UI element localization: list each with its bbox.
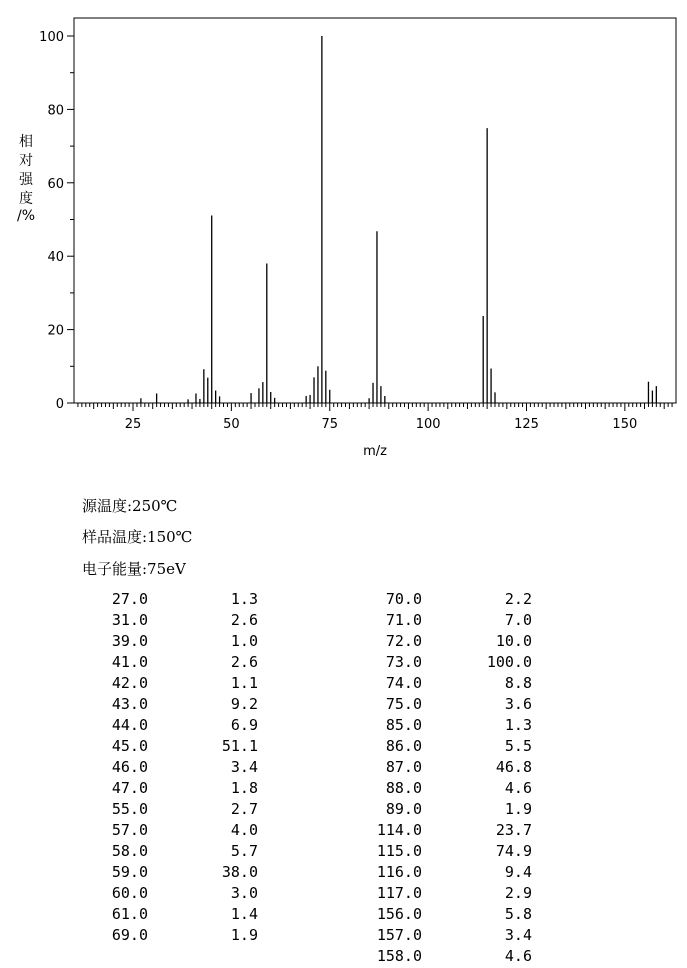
intensity-value: 2.6 [230,653,258,671]
mz-value: 156.0 [376,905,422,923]
intensity-value: 3.0 [230,884,258,902]
mz-value: 115.0 [376,842,422,860]
mz-value: 88.0 [385,779,422,797]
plot-frame [74,18,676,403]
intensity-value: 10.0 [495,632,532,650]
intensity-value: 1.4 [230,905,258,923]
intensity-value: 46.8 [495,758,532,776]
intensity-value: 100.0 [486,653,532,671]
mz-value: 89.0 [385,800,422,818]
intensity-value: 3.4 [230,758,258,776]
mz-value: 75.0 [385,695,422,713]
y-tick-label: 40 [47,250,64,266]
plot-area [17,18,676,459]
x-tick-label: 50 [223,417,240,432]
intensity-value: 9.2 [230,695,258,713]
mz-value: 158.0 [376,947,422,965]
x-tick-label: 150 [612,417,638,432]
x-axis-label: m/z [363,444,387,459]
intensity-value: 4.6 [504,947,532,965]
mz-value: 57.0 [111,821,148,839]
mz-value: 74.0 [385,674,422,692]
intensity-value: 7.0 [504,611,532,629]
intensity-value: 3.6 [504,695,532,713]
electron-energy-label: 电子能量:75eV [82,560,186,578]
mz-value: 87.0 [385,758,422,776]
x-tick-label: 100 [415,417,441,432]
intensity-value: 1.3 [230,590,258,608]
mz-value: 44.0 [111,716,148,734]
x-tick-label: 125 [514,417,539,432]
mz-value: 70.0 [385,590,422,608]
y-tick-label: 80 [47,103,64,119]
mz-value: 85.0 [385,716,422,734]
mz-value: 31.0 [111,611,148,629]
intensity-value: 5.7 [230,842,258,860]
x-tick-label: 25 [124,417,142,432]
y-tick-label: 100 [39,30,64,45]
mz-value: 55.0 [111,800,148,818]
intensity-value: 38.0 [221,863,258,881]
x-tick-label: 75 [321,417,339,432]
intensity-value: 1.3 [504,716,532,734]
mz-value: 60.0 [111,884,148,902]
intensity-value: 74.9 [495,842,532,860]
intensity-value: 23.7 [495,821,532,839]
intensity-value: 2.2 [504,590,532,608]
intensity-value: 1.1 [230,674,258,692]
mz-value: 117.0 [376,884,422,902]
sample-temperature-label: 样品温度:150℃ [82,528,193,546]
y-tick-label: 0 [55,397,64,412]
intensity-value: 3.4 [504,926,532,944]
mz-value: 42.0 [111,674,148,692]
intensity-value: 2.6 [230,611,258,629]
y-axis-label: 相对强度/% [16,134,36,224]
source-temperature-label: 源温度:250℃ [82,497,178,515]
intensity-value: 1.9 [504,800,532,818]
intensity-value: 9.4 [504,863,532,881]
intensity-value: 6.9 [230,716,258,734]
intensity-value: 5.8 [504,905,532,923]
mz-value: 86.0 [385,737,422,755]
mz-value: 59.0 [111,863,148,881]
mz-value: 58.0 [111,842,148,860]
mz-value: 27.0 [111,590,148,608]
intensity-value: 4.0 [230,821,258,839]
mz-value: 114.0 [376,821,422,839]
y-tick-label: 20 [47,323,64,339]
mz-value: 43.0 [111,695,148,713]
intensity-value: 1.9 [230,926,258,944]
mz-value: 69.0 [111,926,148,944]
y-tick-label: 60 [47,176,64,192]
intensity-value: 1.0 [230,632,258,650]
mass-spectrum-chart [0,0,687,470]
mz-value: 116.0 [376,863,422,881]
mz-value: 157.0 [376,926,422,944]
intensity-value: 5.5 [504,737,532,755]
intensity-value: 4.6 [504,779,532,797]
mz-value: 71.0 [385,611,422,629]
intensity-value: 1.8 [230,779,258,797]
mz-value: 73.0 [385,653,422,671]
intensity-value: 2.7 [230,800,258,818]
mz-value: 47.0 [111,779,148,797]
mz-value: 39.0 [111,632,148,650]
mz-value: 61.0 [111,905,148,923]
intensity-value: 8.8 [504,674,532,692]
mz-value: 41.0 [111,653,148,671]
intensity-value: 2.9 [504,884,532,902]
mz-value: 72.0 [385,632,422,650]
intensity-value: 51.1 [221,737,258,755]
mz-value: 46.0 [111,758,148,776]
mz-value: 45.0 [111,737,148,755]
